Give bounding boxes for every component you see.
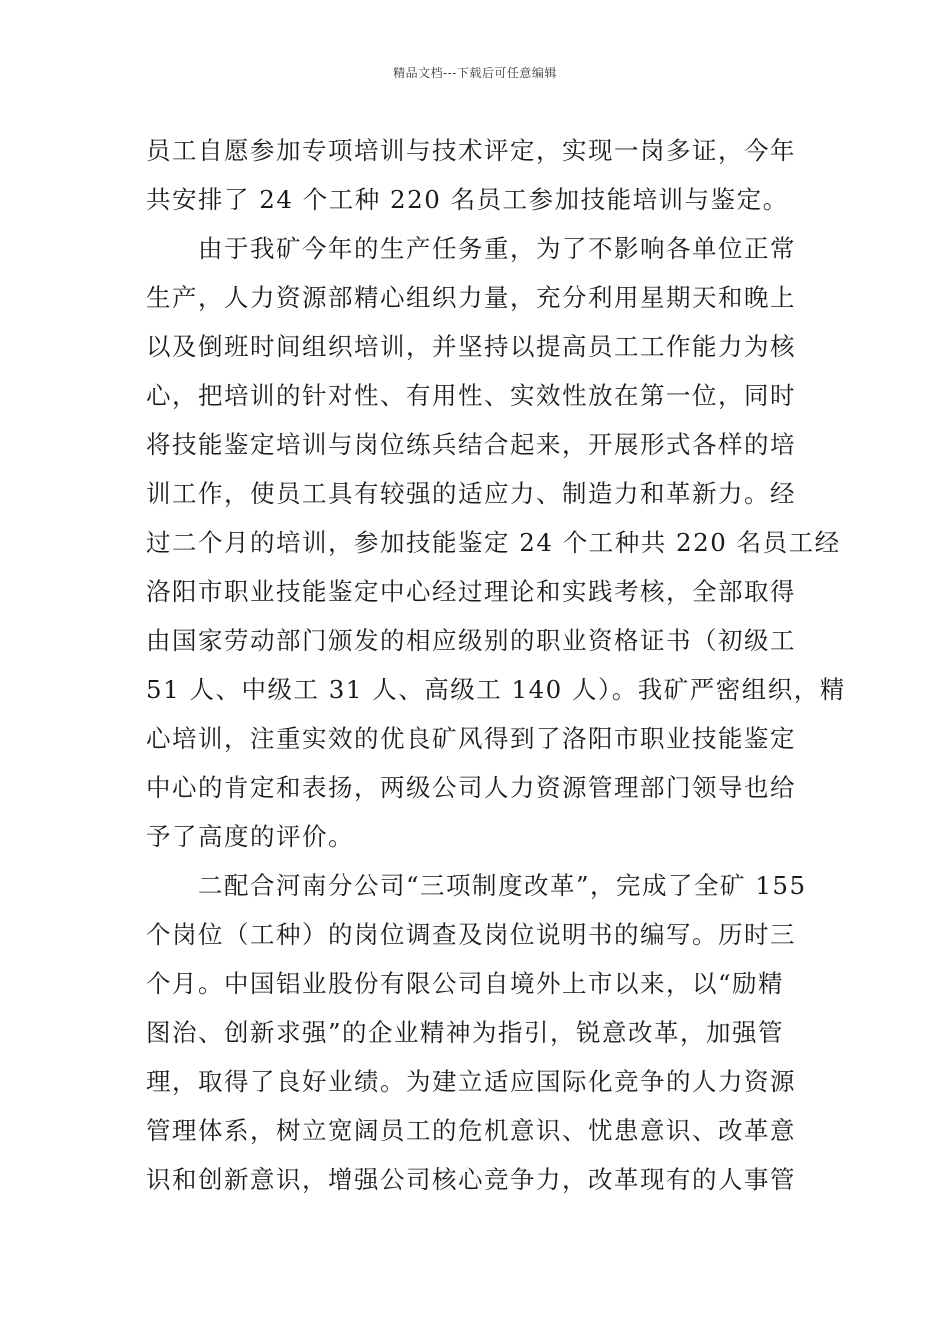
- text-line: 员工自愿参加专项培训与技术评定，实现一岗多证，今年: [146, 136, 796, 165]
- text-line: 个月。中国铝业股份有限公司自境外上市以来，以“励精: [146, 969, 785, 998]
- text-line: 予了高度的评价。: [146, 822, 354, 851]
- text-line: 个岗位（工种）的岗位调查及岗位说明书的编写。历时三: [146, 920, 796, 949]
- text-line: 中心的肯定和表扬，两级公司人力资源管理部门领导也给: [146, 773, 796, 802]
- text-line: 洛阳市职业技能鉴定中心经过理论和实践考核，全部取得: [146, 577, 796, 606]
- text-line: 51 人、中级工 31 人、高级工 140 人）。我矿严密组织，精: [146, 675, 846, 704]
- text-line: 心，把培训的针对性、有用性、实效性放在第一位，同时: [146, 381, 796, 410]
- text-line: 生产，人力资源部精心组织力量，充分利用星期天和晚上: [146, 283, 796, 312]
- text-line: 图治、创新求强”的企业精神为指引，锐意改革，加强管: [146, 1018, 785, 1047]
- document-body: [146, 126, 846, 1204]
- text-line: 理，取得了良好业绩。为建立适应国际化竞争的人力资源: [146, 1067, 796, 1096]
- text-line: 心培训，注重实效的优良矿风得到了洛阳市职业技能鉴定: [146, 724, 796, 753]
- text-line: 共安排了 24 个工种 220 名员工参加技能培训与鉴定。: [146, 185, 789, 214]
- text-line: 管理体系，树立宽阔员工的危机意识、忧患意识、改革意: [146, 1116, 796, 1145]
- text-line: 由国家劳动部门颁发的相应级别的职业资格证书（初级工: [146, 626, 796, 655]
- page-header: 精品文档---下载后可任意编辑: [393, 66, 557, 80]
- text-line: 由于我矿今年的生产任务重，为了不影响各单位正常: [146, 234, 796, 263]
- text-line: 以及倒班时间组织培训，并坚持以提高员工工作能力为核: [146, 332, 796, 361]
- text-line: 二配合河南分公司“三项制度改革”，完成了全矿 155: [146, 871, 807, 900]
- text-line: 识和创新意识，增强公司核心竞争力，改革现有的人事管: [146, 1165, 796, 1194]
- text-line: 过二个月的培训，参加技能鉴定 24 个工种共 220 名员工经: [146, 528, 841, 557]
- text-line: 训工作，使员工具有较强的适应力、制造力和革新力。经: [146, 479, 796, 508]
- text-line: 将技能鉴定培训与岗位练兵结合起来，开展形式各样的培: [146, 430, 796, 459]
